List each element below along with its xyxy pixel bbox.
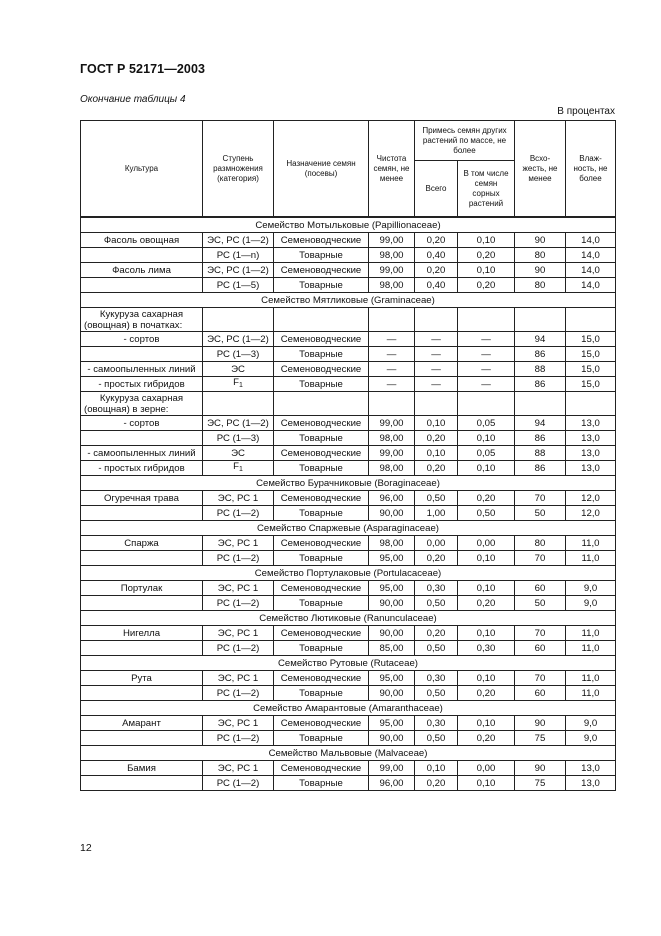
germination-cell: 75 <box>515 776 566 791</box>
stage-cell: РС (1—2) <box>203 686 274 701</box>
crop-cell: Фасоль лима <box>81 263 203 278</box>
purity-cell: — <box>369 362 415 377</box>
impurity-weeds-cell: 0,20 <box>458 248 515 263</box>
moisture-cell: 15,0 <box>566 362 616 377</box>
family-heading: Семейство Мальвовые (Malvaceae) <box>81 746 616 761</box>
impurity-weeds-cell: 0,10 <box>458 431 515 446</box>
moisture-cell: 14,0 <box>566 233 616 248</box>
moisture-cell: 9,0 <box>566 596 616 611</box>
crop-cell: Нигелла <box>81 626 203 641</box>
moisture-cell: 13,0 <box>566 416 616 431</box>
crop-cell <box>81 731 203 746</box>
crop-cell: Фасоль овощная <box>81 233 203 248</box>
impurity-weeds-cell: 0,30 <box>458 641 515 656</box>
germination-cell: 50 <box>515 596 566 611</box>
purity-cell: — <box>369 332 415 347</box>
purpose-cell: Семеноводческие <box>274 581 369 596</box>
table-row <box>81 731 616 746</box>
germination-cell: 70 <box>515 626 566 641</box>
family-row <box>81 656 616 671</box>
stage-cell: ЭС, РС (1—2) <box>203 416 274 431</box>
moisture-cell <box>566 392 616 416</box>
crop-cell: Амарант <box>81 716 203 731</box>
family-heading: Семейство Спаржевые (Asparaginaceae) <box>81 521 616 536</box>
germination-cell: 60 <box>515 686 566 701</box>
germination-cell <box>515 308 566 332</box>
impurity-total-cell: 0,20 <box>415 461 458 476</box>
purpose-cell: Семеноводческие <box>274 362 369 377</box>
purity-cell: 99,00 <box>369 761 415 776</box>
family-heading: Семейство Портулаковые (Portulacaceae) <box>81 566 616 581</box>
table-row <box>81 263 616 278</box>
table-row <box>81 626 616 641</box>
crop-cell: - самоопыленных линий <box>81 362 203 377</box>
impurity-total-cell: — <box>415 347 458 362</box>
germination-cell: 86 <box>515 347 566 362</box>
purpose-cell: Товарные <box>274 506 369 521</box>
impurity-total-cell: 0,20 <box>415 626 458 641</box>
table-row <box>81 506 616 521</box>
impurity-weeds-cell: 0,00 <box>458 536 515 551</box>
table-row <box>81 362 616 377</box>
moisture-cell: 12,0 <box>566 506 616 521</box>
purity-cell: 99,00 <box>369 416 415 431</box>
table-row <box>81 491 616 506</box>
stage-cell: ЭС, РС 1 <box>203 626 274 641</box>
impurity-total-cell: 0,20 <box>415 776 458 791</box>
stage-cell: РС (1—2) <box>203 506 274 521</box>
table-row <box>81 248 616 263</box>
family-heading: Семейство Мятликовые (Graminaceae) <box>81 293 616 308</box>
purity-cell: — <box>369 377 415 392</box>
impurity-weeds-cell: 0,05 <box>458 446 515 461</box>
purpose-cell <box>274 308 369 332</box>
impurity-weeds-cell: 0,00 <box>458 761 515 776</box>
impurity-weeds-cell: 0,10 <box>458 776 515 791</box>
col-header-stage: Ступень размножения (категория) <box>203 121 274 218</box>
table-row <box>81 536 616 551</box>
stage-cell: ЭС, РС 1 <box>203 491 274 506</box>
units-note: В процентах <box>557 106 615 117</box>
purpose-cell: Товарные <box>274 776 369 791</box>
stage-cell: РС (1—2) <box>203 551 274 566</box>
family-row <box>81 217 616 233</box>
crop-cell <box>81 248 203 263</box>
impurity-weeds-cell: 0,10 <box>458 671 515 686</box>
purity-cell: — <box>369 347 415 362</box>
germination-cell: 80 <box>515 278 566 293</box>
stage-cell: РС (1—5) <box>203 278 274 293</box>
purpose-cell: Семеноводческие <box>274 233 369 248</box>
purpose-cell: Товарные <box>274 551 369 566</box>
table-row <box>81 431 616 446</box>
stage-cell: ЭС, РС 1 <box>203 536 274 551</box>
purpose-cell: Товарные <box>274 278 369 293</box>
impurity-weeds-cell: 0,10 <box>458 551 515 566</box>
stage-cell: РС (1—3) <box>203 347 274 362</box>
purpose-cell: Товарные <box>274 641 369 656</box>
impurity-total-cell: 0,10 <box>415 446 458 461</box>
germination-cell: 88 <box>515 446 566 461</box>
purpose-cell: Семеноводческие <box>274 416 369 431</box>
crop-cell <box>81 506 203 521</box>
impurity-total-cell: 0,50 <box>415 491 458 506</box>
impurity-weeds-cell: 0,05 <box>458 416 515 431</box>
seed-quality-table <box>80 120 616 791</box>
germination-cell: 86 <box>515 431 566 446</box>
purity-cell: 98,00 <box>369 278 415 293</box>
crop-cell: Рута <box>81 671 203 686</box>
germination-cell: 60 <box>515 581 566 596</box>
impurity-weeds-cell: 0,10 <box>458 461 515 476</box>
stage-cell: ЭС, РС (1—2) <box>203 263 274 278</box>
germination-cell: 70 <box>515 671 566 686</box>
purpose-cell: Товарные <box>274 431 369 446</box>
purity-cell <box>369 308 415 332</box>
moisture-cell: 11,0 <box>566 626 616 641</box>
impurity-weeds-cell: — <box>458 362 515 377</box>
germination-cell: 86 <box>515 461 566 476</box>
stage-cell: ЭС, РС 1 <box>203 671 274 686</box>
impurity-total-cell: — <box>415 377 458 392</box>
family-heading: Семейство Рутовые (Rutaceae) <box>81 656 616 671</box>
moisture-cell: 13,0 <box>566 761 616 776</box>
purpose-cell <box>274 392 369 416</box>
stage-text: F <box>233 461 239 472</box>
crop-cell: Кукуруза сахарная (овощная) в зерне: <box>81 392 203 416</box>
crop-cell <box>81 686 203 701</box>
impurity-total-cell: 0,30 <box>415 716 458 731</box>
impurity-weeds-cell: 0,50 <box>458 506 515 521</box>
moisture-cell: 11,0 <box>566 641 616 656</box>
family-heading: Семейство Бурачниковые (Boraginaceae) <box>81 476 616 491</box>
moisture-cell: 11,0 <box>566 536 616 551</box>
stage-cell: РС (1—2) <box>203 596 274 611</box>
col-header-culture: Культура <box>81 121 203 218</box>
stage-cell: ЭС, РС (1—2) <box>203 233 274 248</box>
germination-cell: 75 <box>515 731 566 746</box>
family-row <box>81 701 616 716</box>
crop-cell: Огуречная трава <box>81 491 203 506</box>
impurity-total-cell: 0,30 <box>415 671 458 686</box>
purity-cell: 95,00 <box>369 671 415 686</box>
table-row <box>81 233 616 248</box>
purity-cell: 98,00 <box>369 461 415 476</box>
crop-cell: Кукуруза сахарная (овощная) в початках: <box>81 308 203 332</box>
stage-cell: ЭС <box>203 446 274 461</box>
purity-cell: 90,00 <box>369 596 415 611</box>
col-header-germination: Всхо-жесть, не менее <box>515 121 566 218</box>
crop-cell: - самоопыленных линий <box>81 446 203 461</box>
crop-cell: - сортов <box>81 332 203 347</box>
table-row <box>81 671 616 686</box>
impurity-weeds-cell: 0,10 <box>458 233 515 248</box>
impurity-weeds-cell: 0,20 <box>458 491 515 506</box>
stage-cell: РС (1—2) <box>203 776 274 791</box>
table-row <box>81 461 616 476</box>
moisture-cell: 11,0 <box>566 671 616 686</box>
impurity-total-cell: 0,30 <box>415 581 458 596</box>
col-header-impurity-group: Примесь семян других растений по массе, не более <box>415 121 515 161</box>
impurity-total-cell: 1,00 <box>415 506 458 521</box>
moisture-cell: 14,0 <box>566 278 616 293</box>
stage-cell <box>203 392 274 416</box>
impurity-total-cell: 0,10 <box>415 761 458 776</box>
table-row <box>81 278 616 293</box>
moisture-cell: 12,0 <box>566 491 616 506</box>
moisture-cell: 13,0 <box>566 431 616 446</box>
moisture-cell: 13,0 <box>566 446 616 461</box>
impurity-total-cell: 0,50 <box>415 731 458 746</box>
impurity-total-cell <box>415 392 458 416</box>
impurity-weeds-cell: — <box>458 347 515 362</box>
impurity-total-cell: 0,20 <box>415 551 458 566</box>
table-row <box>81 392 616 416</box>
impurity-weeds-cell: 0,20 <box>458 596 515 611</box>
crop-cell <box>81 641 203 656</box>
purpose-cell: Товарные <box>274 596 369 611</box>
germination-cell: 60 <box>515 641 566 656</box>
crop-cell: - простых гибридов <box>81 377 203 392</box>
purpose-cell: Товарные <box>274 248 369 263</box>
purpose-cell: Товарные <box>274 731 369 746</box>
moisture-cell: 9,0 <box>566 581 616 596</box>
moisture-cell <box>566 308 616 332</box>
col-header-moisture: Влаж-ность, не более <box>566 121 616 218</box>
germination-cell: 80 <box>515 248 566 263</box>
impurity-weeds-cell <box>458 308 515 332</box>
impurity-total-cell: 0,40 <box>415 248 458 263</box>
family-row <box>81 611 616 626</box>
col-header-purity: Чистота семян, не менее <box>369 121 415 218</box>
stage-cell: ЭС, РС (1—2) <box>203 332 274 347</box>
table-row <box>81 761 616 776</box>
purity-cell: 90,00 <box>369 686 415 701</box>
impurity-total-cell: 0,10 <box>415 416 458 431</box>
impurity-weeds-cell: 0,20 <box>458 731 515 746</box>
germination-cell: 86 <box>515 377 566 392</box>
purpose-cell: Семеноводческие <box>274 626 369 641</box>
purpose-cell: Семеноводческие <box>274 263 369 278</box>
moisture-cell: 15,0 <box>566 377 616 392</box>
impurity-total-cell: 0,50 <box>415 596 458 611</box>
family-row <box>81 746 616 761</box>
impurity-total-cell: — <box>415 362 458 377</box>
purity-cell: 95,00 <box>369 716 415 731</box>
moisture-cell: 11,0 <box>566 551 616 566</box>
purpose-cell: Семеноводческие <box>274 536 369 551</box>
moisture-cell: 9,0 <box>566 731 616 746</box>
table-caption: Окончание таблицы 4 <box>80 94 186 105</box>
impurity-weeds-cell: 0,10 <box>458 581 515 596</box>
crop-cell: Бамия <box>81 761 203 776</box>
impurity-total-cell: 0,50 <box>415 641 458 656</box>
stage-cell: ЭС, РС 1 <box>203 581 274 596</box>
crop-cell: Спаржа <box>81 536 203 551</box>
purpose-cell: Товарные <box>274 347 369 362</box>
crop-cell: - сортов <box>81 416 203 431</box>
purity-cell: 98,00 <box>369 431 415 446</box>
impurity-total-cell: 0,20 <box>415 263 458 278</box>
family-heading: Семейство Мотыльковые (Papillionaceae) <box>81 217 616 233</box>
moisture-cell: 9,0 <box>566 716 616 731</box>
document-header: ГОСТ Р 52171—2003 <box>80 62 206 76</box>
moisture-cell: 15,0 <box>566 332 616 347</box>
impurity-weeds-cell: — <box>458 377 515 392</box>
table-row <box>81 686 616 701</box>
moisture-cell: 13,0 <box>566 776 616 791</box>
germination-cell <box>515 392 566 416</box>
stage-cell: РС (1—2) <box>203 641 274 656</box>
germination-cell: 90 <box>515 716 566 731</box>
stage-cell: ЭС <box>203 362 274 377</box>
crop-cell <box>81 278 203 293</box>
table-row <box>81 716 616 731</box>
impurity-weeds-cell: 0,10 <box>458 716 515 731</box>
purity-cell: 95,00 <box>369 581 415 596</box>
table-row <box>81 308 616 332</box>
stage-cell: РС (1—2) <box>203 731 274 746</box>
moisture-cell: 15,0 <box>566 347 616 362</box>
crop-cell: Портулак <box>81 581 203 596</box>
table-row <box>81 641 616 656</box>
impurity-weeds-cell: — <box>458 332 515 347</box>
stage-cell <box>203 308 274 332</box>
family-row <box>81 521 616 536</box>
stage-cell: ЭС, РС 1 <box>203 716 274 731</box>
table-row <box>81 776 616 791</box>
table-row <box>81 446 616 461</box>
purpose-cell: Семеноводческие <box>274 761 369 776</box>
germination-cell: 90 <box>515 233 566 248</box>
stage-cell <box>203 377 274 392</box>
crop-cell <box>81 431 203 446</box>
family-heading: Семейство Лютиковые (Ranunculaceae) <box>81 611 616 626</box>
purpose-cell: Товарные <box>274 377 369 392</box>
family-row <box>81 476 616 491</box>
impurity-total-cell <box>415 308 458 332</box>
purity-cell: 98,00 <box>369 536 415 551</box>
crop-cell: - простых гибридов <box>81 461 203 476</box>
stage-cell <box>203 461 274 476</box>
germination-cell: 90 <box>515 761 566 776</box>
stage-cell: РС (1—3) <box>203 431 274 446</box>
stage-subscript: 1 <box>238 382 243 389</box>
table-row <box>81 347 616 362</box>
crop-cell <box>81 596 203 611</box>
page-number: 12 <box>80 842 92 854</box>
impurity-total-cell: 0,40 <box>415 278 458 293</box>
germination-cell: 70 <box>515 551 566 566</box>
table-row <box>81 332 616 347</box>
purpose-cell: Товарные <box>274 461 369 476</box>
col-header-impurity-weeds: В том числе семян сорных растений <box>458 161 515 218</box>
purpose-cell: Семеноводческие <box>274 332 369 347</box>
germination-cell: 90 <box>515 263 566 278</box>
impurity-weeds-cell: 0,20 <box>458 686 515 701</box>
germination-cell: 80 <box>515 536 566 551</box>
table-row <box>81 581 616 596</box>
purity-cell: 99,00 <box>369 446 415 461</box>
purity-cell: 95,00 <box>369 551 415 566</box>
moisture-cell: 14,0 <box>566 263 616 278</box>
impurity-weeds-cell: 0,10 <box>458 626 515 641</box>
purity-cell: 99,00 <box>369 263 415 278</box>
purity-cell: 99,00 <box>369 233 415 248</box>
moisture-cell: 11,0 <box>566 686 616 701</box>
table-body <box>81 217 616 791</box>
table-row <box>81 551 616 566</box>
stage-text: F <box>233 377 239 388</box>
purity-cell: 98,00 <box>369 248 415 263</box>
purity-cell <box>369 392 415 416</box>
purity-cell: 96,00 <box>369 491 415 506</box>
col-header-purpose: Назначение семян (посевы) <box>274 121 369 218</box>
crop-cell <box>81 347 203 362</box>
family-heading: Семейство Амарантовые (Amaranthaceae) <box>81 701 616 716</box>
germination-cell: 94 <box>515 332 566 347</box>
impurity-weeds-cell: 0,10 <box>458 263 515 278</box>
impurity-total-cell: — <box>415 332 458 347</box>
moisture-cell: 14,0 <box>566 248 616 263</box>
purpose-cell: Семеноводческие <box>274 491 369 506</box>
impurity-weeds-cell: 0,20 <box>458 278 515 293</box>
impurity-total-cell: 0,20 <box>415 233 458 248</box>
purity-cell: 96,00 <box>369 776 415 791</box>
table-row <box>81 596 616 611</box>
purity-cell: 90,00 <box>369 626 415 641</box>
impurity-total-cell: 0,50 <box>415 686 458 701</box>
stage-cell: ЭС, РС 1 <box>203 761 274 776</box>
germination-cell: 88 <box>515 362 566 377</box>
family-row <box>81 566 616 581</box>
germination-cell: 50 <box>515 506 566 521</box>
crop-cell <box>81 776 203 791</box>
purpose-cell: Семеноводческие <box>274 671 369 686</box>
crop-cell <box>81 551 203 566</box>
table-row <box>81 416 616 431</box>
table-row <box>81 377 616 392</box>
purpose-cell: Товарные <box>274 686 369 701</box>
impurity-weeds-cell <box>458 392 515 416</box>
germination-cell: 94 <box>515 416 566 431</box>
germination-cell: 70 <box>515 491 566 506</box>
impurity-total-cell: 0,00 <box>415 536 458 551</box>
moisture-cell: 13,0 <box>566 461 616 476</box>
purity-cell: 90,00 <box>369 731 415 746</box>
purity-cell: 85,00 <box>369 641 415 656</box>
family-row <box>81 293 616 308</box>
purpose-cell: Семеноводческие <box>274 716 369 731</box>
col-header-impurity-total: Всего <box>415 161 458 218</box>
purity-cell: 90,00 <box>369 506 415 521</box>
stage-cell: РС (1—n) <box>203 248 274 263</box>
purpose-cell: Семеноводческие <box>274 446 369 461</box>
stage-subscript: 1 <box>238 466 243 473</box>
impurity-total-cell: 0,20 <box>415 431 458 446</box>
